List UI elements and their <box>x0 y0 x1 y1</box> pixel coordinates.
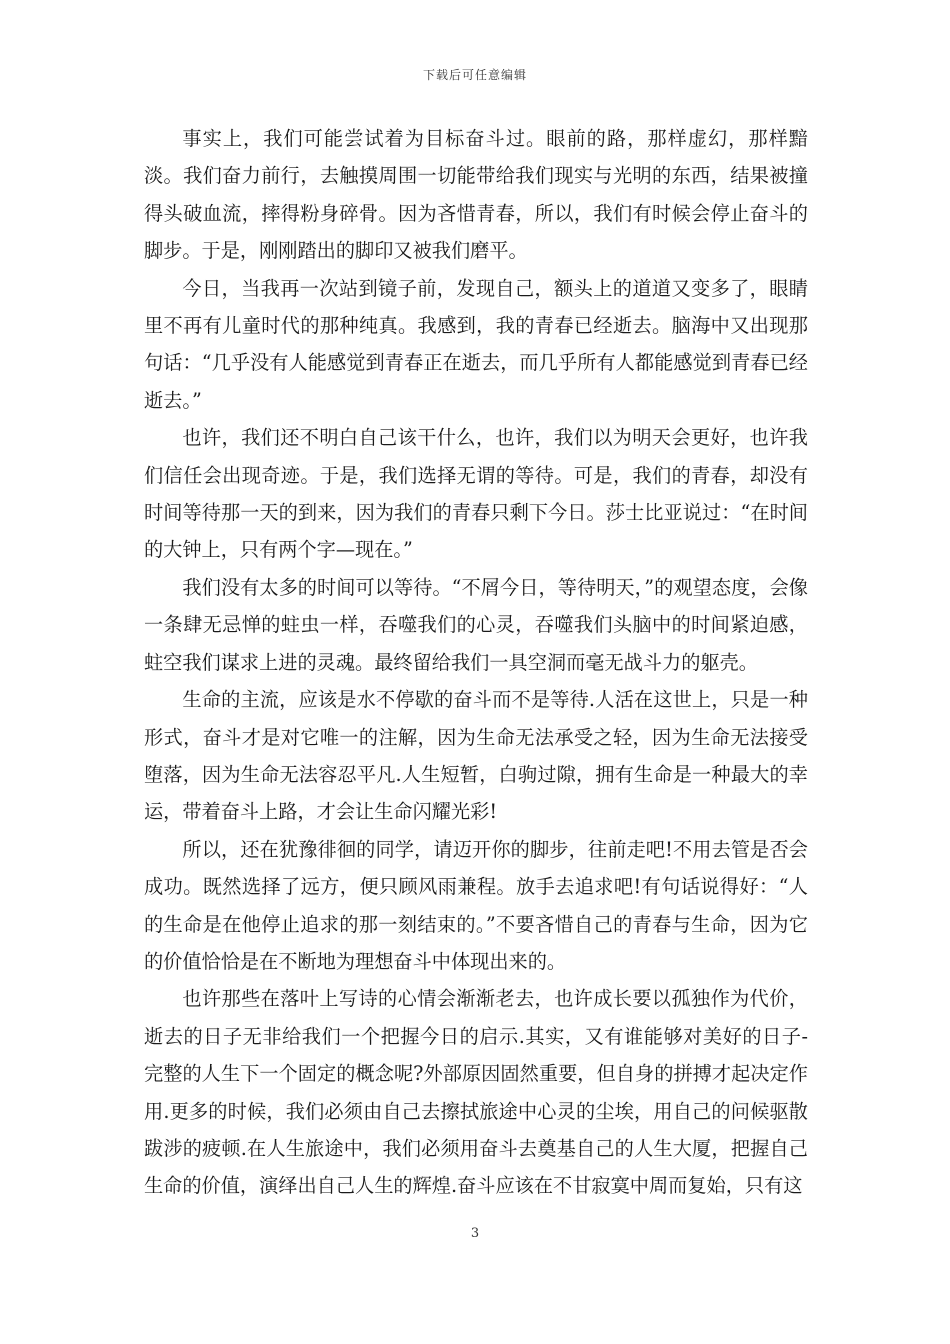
paragraph: 生命的主流，应该是水不停歇的奋斗而不是等待.人活在这世上，只是一种形式，奋斗才是对它唯一的注解，因为生命无法承受之轻，因为生命无法接受堕落，因为生命无法容忍平凡.人生短暂，白驹过隙，拥有生命是一种最大的幸运，带着奋斗上路，才会让生命闪耀光彩! <box>144 688 808 824</box>
paragraph: 所以，还在犹豫徘徊的同学，请迈开你的脚步，往前走吧!不用去管是否会成功。既然选择了远方，便只顾风雨兼程。放手去追求吧!有句话说得好：“人的生命是在他停止追求的那一刻结束的。”不要吝惜自己的青春与生命，因为它的价值恰恰是在不断地为理想奋斗中体现出来的。 <box>144 837 808 973</box>
paragraph: 事实上，我们可能尝试着为目标奋斗过。眼前的路，那样虚幻，那样黯淡。我们奋力前行，去触摸周围一切能带给我们现实与光明的东西，结果被撞得头破血流，摔得粉身碎骨。因为吝惜青春，所以，我们有时候会停止奋斗的脚步。于是，刚刚踏出的脚印又被我们磨平。 <box>144 127 808 263</box>
paragraph: 也许，我们还不明白自己该干什么，也许，我们以为明天会更好，也许我们信任会出现奇迹。于是，我们选择无谓的等待。可是，我们的青春，却没有时间等待那一天的到来，因为我们的青春只剩下今日。莎士比亚说过：“在时间的大钟上，只有两个字—现在。” <box>144 426 808 562</box>
paragraph: 今日，当我再一次站到镜子前，发现自己，额头上的道道又变多了，眼睛里不再有儿童时代的那种纯真。我感到，我的青春已经逝去。脑海中又出现那句话：“几乎没有人能感觉到青春正在逝去，而几乎所有人都能感觉到青春已经逝去。” <box>144 276 808 412</box>
page-header: 下载后可任意编辑 <box>422 68 527 82</box>
paragraph: 也许那些在落叶上写诗的心情会渐渐老去，也许成长要以孤独作为代价，逝去的日子无非给我们一个把握今日的启示.其实，又有谁能够对美好的日子-完整的人生下一个固定的概念呢?外部原因固然重要，但自身的拼搏才起决定作用.更多的时候，我们必须由自己去擦拭旅途中心灵的尘埃，用自己的问候驱散跋涉的疲顿.在人生旅途中，我们必须用奋斗去奠基自己的人生大厦，把握自己生命的价值，演绎出自己人生的辉煌.奋斗应该在不甘寂寞中周而复始，只有这 <box>144 987 808 1198</box>
page-number: 3 <box>470 1226 480 1241</box>
document-body <box>144 120 808 1205</box>
paragraph: 我们没有太多的时间可以等待。“不屑今日，等待明天，”的观望态度，会像一条肆无忌惮的蛀虫一样，吞噬我们的心灵，吞噬我们头脑中的时间紧迫感，蛀空我们谋求上进的灵魂。最终留给我们一具空洞而毫无战斗力的躯壳。 <box>144 575 808 674</box>
